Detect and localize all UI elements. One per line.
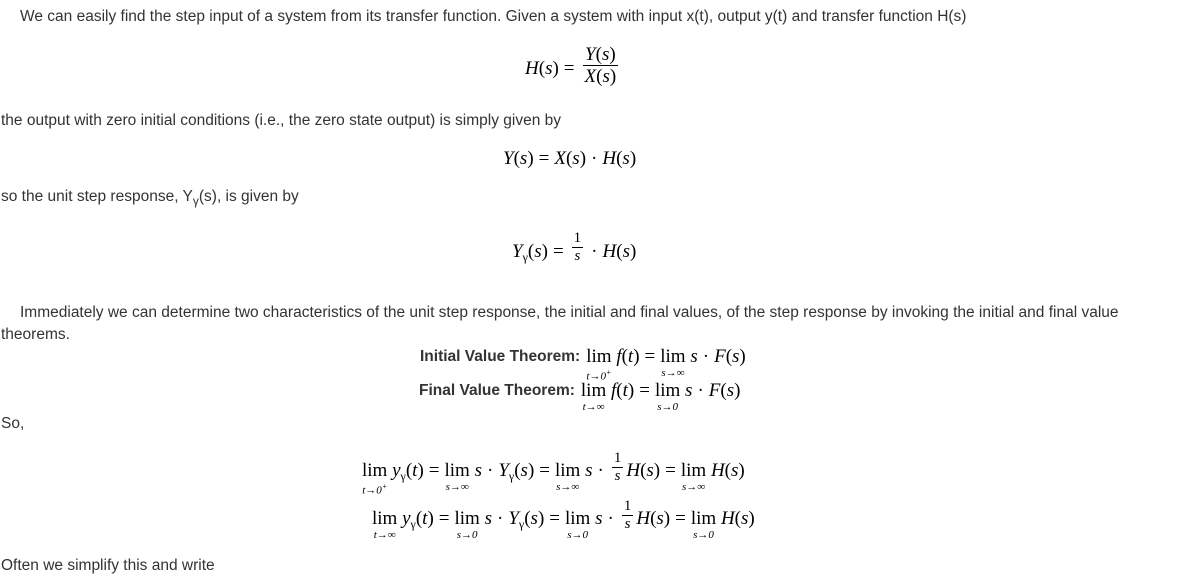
final-value-theorem: Final Value Theorem: lim t→∞ f(t) = lim s→0 s · F(s) [419,380,741,413]
step-response-text-a: so the unit step response, Y [1,188,193,205]
initial-value-theorem-label: Initial Value Theorem: [420,348,581,365]
immediately-paragraph: Immediately we can determine two characteristics of the unit step response, the initial and final values, of the step response by invoking the initial and final value theorems. [1,304,1119,343]
transfer-function-equation: H(s) = $\frac{Y(s)}{X(s)}$ [525,44,617,87]
initial-value-step-equation: lim t→0+ $y_\gamma(t)$ = lim s→∞ $s \cdot Y_\gamma(s)$ = lim s→∞ s · $\frac{1}{s}$ H(s) = lim s→∞ H(s) [362,450,745,497]
often-paragraph: Often we simplify this and write [1,557,215,574]
final-value-step-equation: lim t→∞ $y_\gamma(t)$ = lim s→0 $s \cdot Y_\gamma(s)$ = lim s→0 s · $\frac{1}{s}$ H(s) = lim s→0 H(s) [372,498,755,541]
step-response-equation: $Y_\gamma(s)$ = $\frac{1}{s}$ · H(s) [512,230,637,264]
initial-value-theorem: Initial Value Theorem: lim t→0+ f(t) = lim s→∞ s · F(s) [420,346,746,383]
intro-paragraph: We can easily find the step input of a system from its transfer function. Given a system with input x(t), output y(t) and transfer function H(s) [20,8,967,25]
output-equation: Y(s) = X(s) · H(s) [503,148,637,169]
step-response-text-b: (s), is given by [198,188,299,205]
final-value-theorem-label: Final Value Theorem: [419,382,575,399]
step-response-subscript: γ [192,194,199,208]
zero-state-paragraph: the output with zero initial conditions (i.e., the zero state output) is simply given by [1,112,562,129]
so-paragraph: So, [1,415,25,432]
step-response-paragraph [1,186,299,212]
